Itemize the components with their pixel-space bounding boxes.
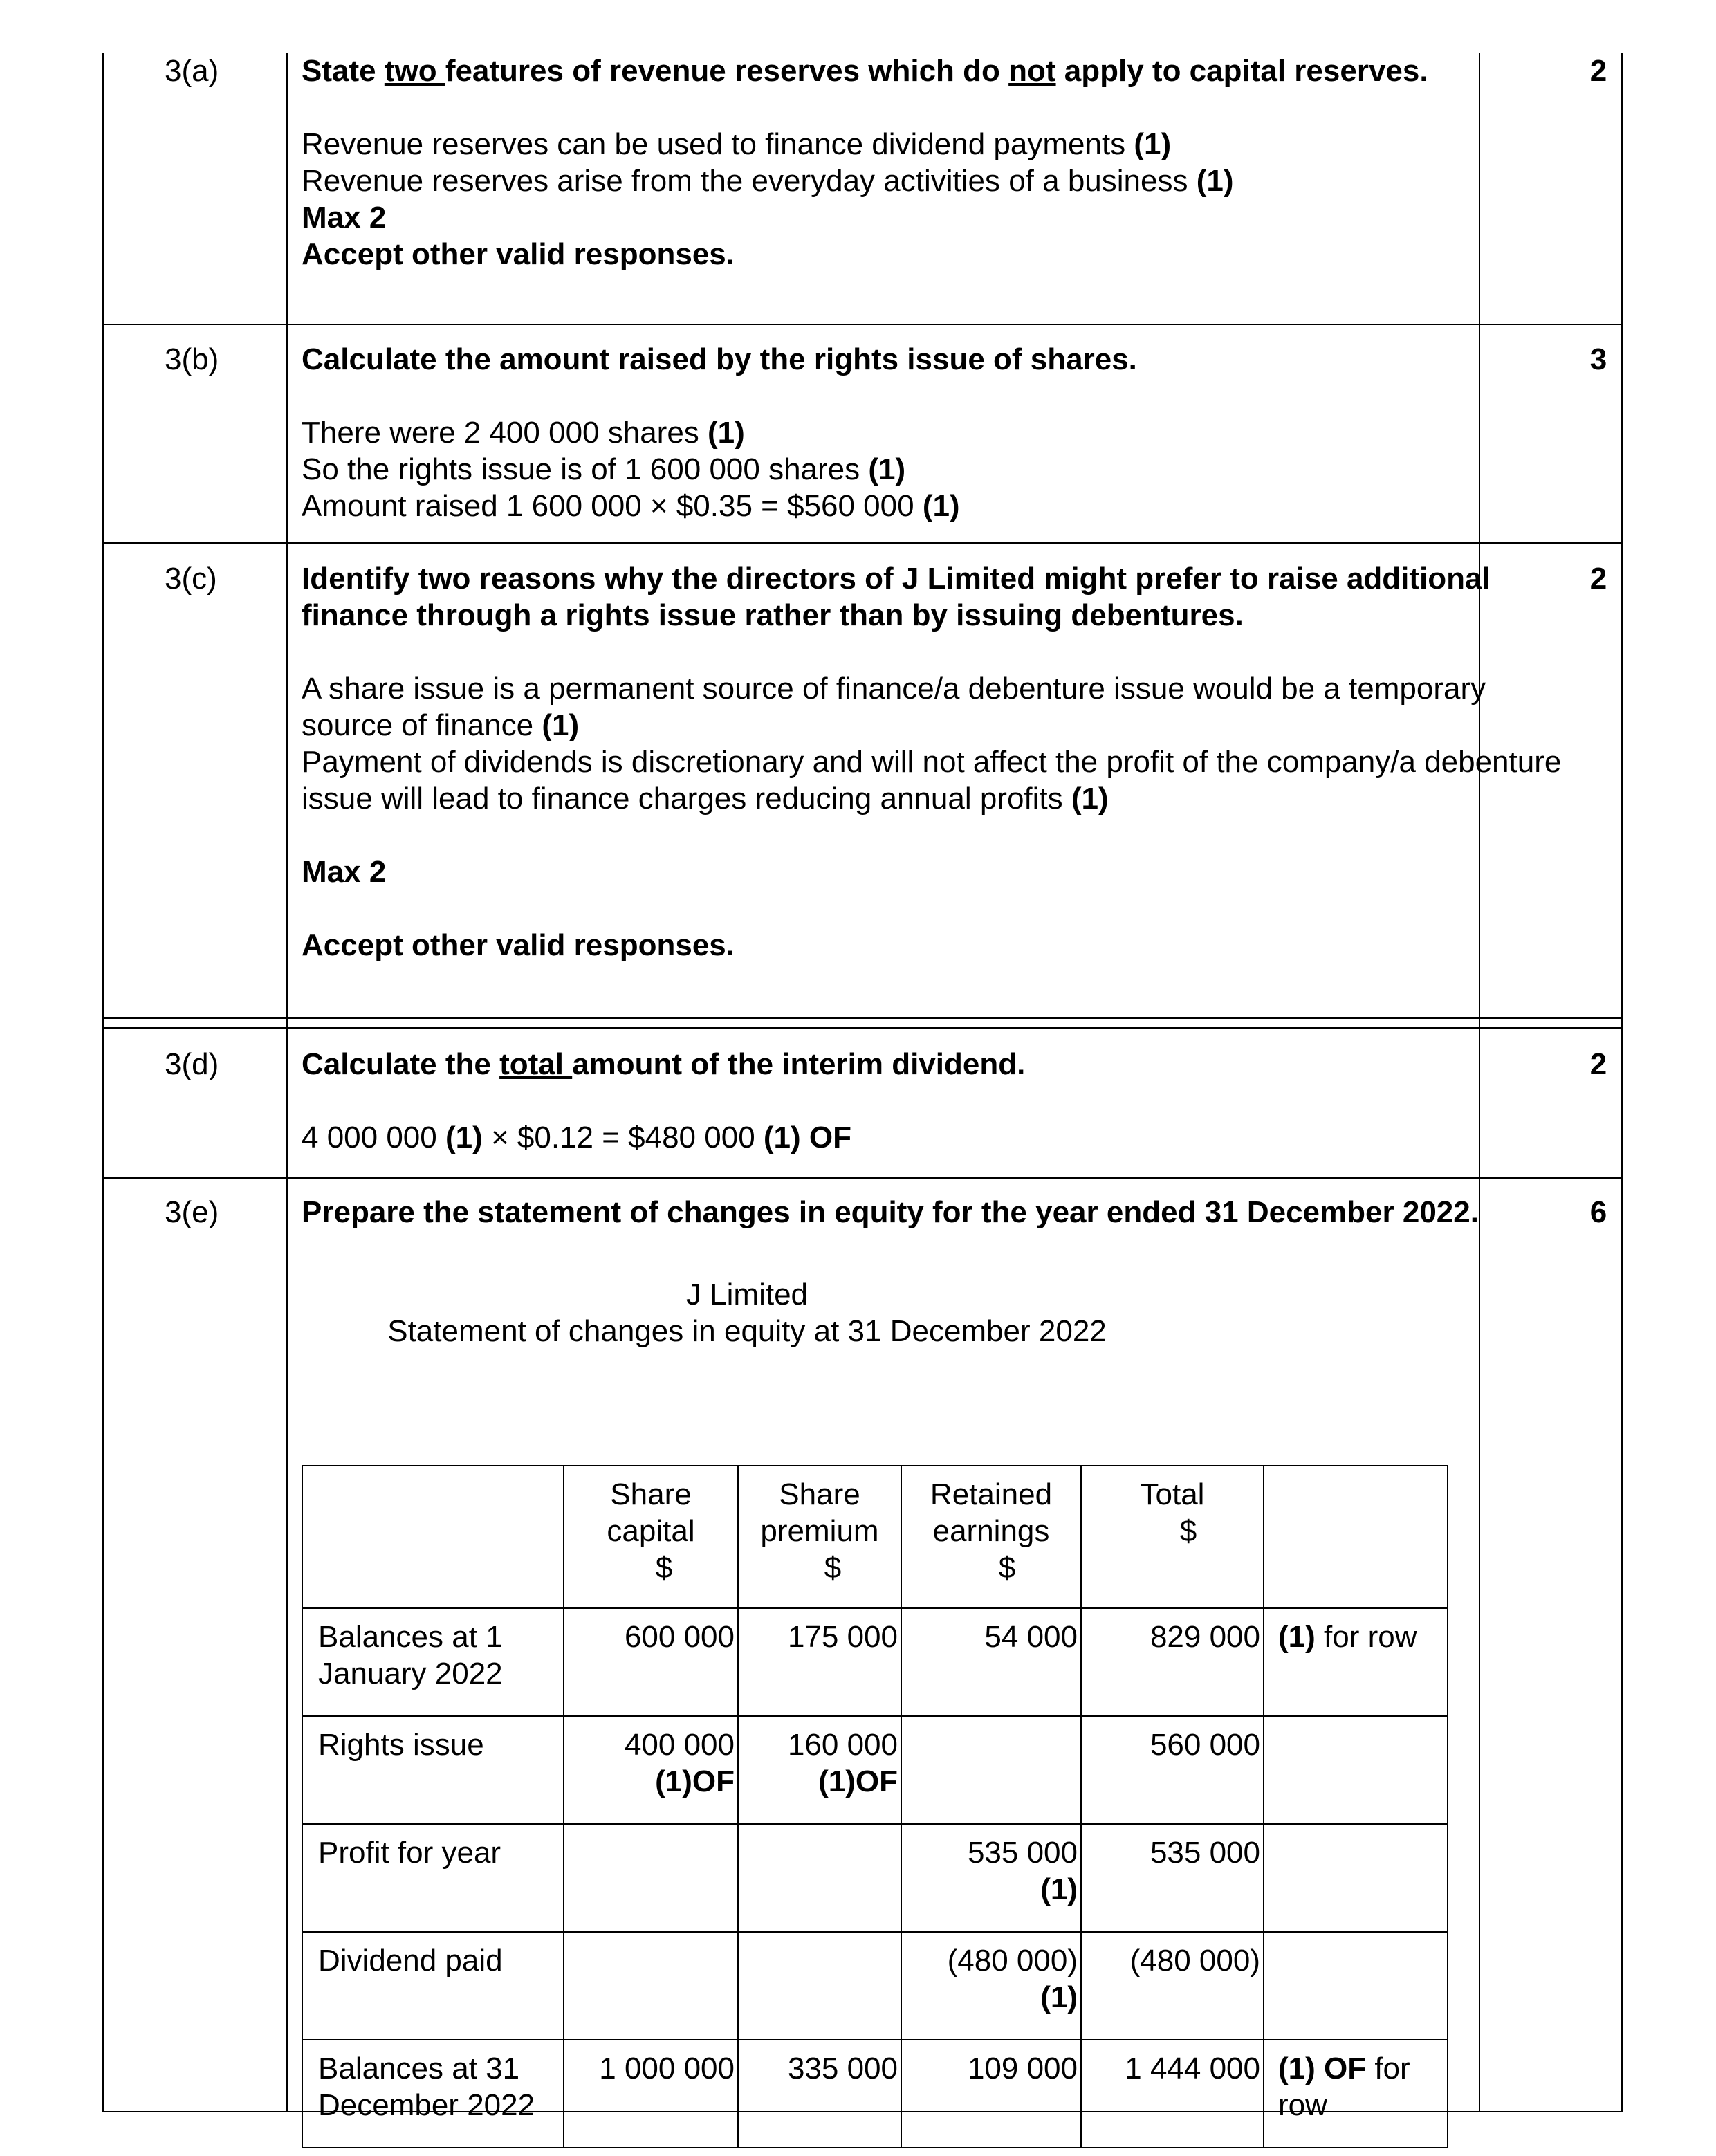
accept-note: Accept other valid responses. <box>302 928 735 962</box>
marks-3b: 3 <box>1589 342 1607 376</box>
row-mark-note <box>1264 1716 1448 1824</box>
header-share-capital: Share capital $ <box>564 1466 738 1608</box>
share-premium-cell <box>738 1824 901 1932</box>
answer-cell-3e <box>302 1194 1567 2122</box>
answer-line: Revenue reserves arise from the everyday activities of a business (1) <box>302 164 1234 198</box>
header-blank-cell <box>302 1466 564 1608</box>
share-premium-cell: 175 000 <box>738 1608 901 1716</box>
statement-title: Statement of changes in equity at 31 December 2022 <box>387 1314 1107 1348</box>
row-label: Dividend paid <box>302 1932 564 2040</box>
max-marks-note: Max 2 <box>302 855 387 889</box>
row-mark-note: (1) for row <box>1264 1608 1448 1716</box>
share-capital-cell: 600 000 <box>564 1608 738 1716</box>
row-divider-3d-3e <box>102 1177 1623 1179</box>
answer-line: There were 2 400 000 shares (1) <box>302 416 745 450</box>
marks-3c: 2 <box>1589 562 1607 596</box>
question-3d: Calculate the total amount of the interim dividend. <box>302 1047 1026 1081</box>
row-mark-note <box>1264 1824 1448 1932</box>
company-name: J Limited <box>685 1278 809 1311</box>
total-cell: (480 000) <box>1081 1932 1264 2040</box>
question-3e: Prepare the statement of changes in equity for the year ended 31 December 2022. <box>302 1195 1479 1229</box>
answer-cell-3c <box>302 560 1567 964</box>
question-3b: Calculate the amount raised by the rights issue of shares. <box>302 342 1137 376</box>
row-mark-note: (1) OF for row <box>1264 2040 1448 2148</box>
retained-earnings-cell <box>901 1716 1081 1824</box>
share-capital-cell <box>564 1824 738 1932</box>
table-row <box>302 1608 1448 1716</box>
share-capital-cell: 400 000 (1)OF <box>564 1716 738 1824</box>
statement-of-changes-in-equity-table <box>302 1465 1448 2148</box>
question-number-3d: 3(d) <box>165 1047 219 1081</box>
answer-cell-3d <box>302 1046 1567 1156</box>
question-number-3e: 3(e) <box>165 1195 219 1229</box>
header-marks-cell <box>1264 1466 1448 1608</box>
share-premium-cell: 335 000 <box>738 2040 901 2148</box>
marks-3d: 2 <box>1589 1047 1607 1081</box>
table-left-border <box>102 53 104 2112</box>
answer-line: Amount raised 1 600 000 × $0.35 = $560 000 (1) <box>302 489 960 523</box>
answer-cell-3a <box>302 53 1567 273</box>
table-row <box>302 1824 1448 1932</box>
header-total: Total $ <box>1081 1466 1264 1608</box>
share-capital-cell <box>564 1932 738 2040</box>
question-number-3c: 3(c) <box>165 562 217 596</box>
max-marks-note: Max 2 <box>302 201 387 234</box>
total-cell: 560 000 <box>1081 1716 1264 1824</box>
table-row <box>302 2040 1448 2148</box>
row-divider-3c-3d-upper <box>102 1017 1623 1019</box>
marks-3a: 2 <box>1589 54 1607 88</box>
share-premium-cell: 160 000 (1)OF <box>738 1716 901 1824</box>
answer-line: A share issue is a permanent source of finance/a debenture issue would be a temporary source of finance (1) <box>302 672 1486 742</box>
answer-line: Revenue reserves can be used to finance dividend payments (1) <box>302 127 1172 161</box>
question-number-3a: 3(a) <box>165 54 219 88</box>
question-3c: Identify two reasons why the directors of J Limited might prefer to raise additional finance through a rights issue rather than by issuing debentures. <box>302 562 1491 632</box>
question-3a: State two features of revenue reserves which do not apply to capital reserves. <box>302 54 1428 88</box>
row-label: Balances at 31 December 2022 <box>302 2040 564 2148</box>
header-retained-earnings: Retained earnings $ <box>901 1466 1081 1608</box>
answer-line: So the rights issue is of 1 600 000 shares (1) <box>302 452 906 486</box>
total-cell: 1 444 000 <box>1081 2040 1264 2148</box>
mark-scheme-table <box>102 53 1623 2122</box>
accept-note: Accept other valid responses. <box>302 237 735 271</box>
row-label: Rights issue <box>302 1716 564 1824</box>
answer-line: Payment of dividends is discretionary and will not affect the profit of the company/a debenture issue will lead to finance charges reducing annual profits (1) <box>302 745 1562 816</box>
row-mark-note <box>1264 1932 1448 2040</box>
table-row <box>302 1932 1448 2040</box>
total-cell: 535 000 <box>1081 1824 1264 1932</box>
table-row <box>302 1716 1448 1824</box>
retained-earnings-cell: (480 000) (1) <box>901 1932 1081 2040</box>
answer-line: 4 000 000 (1) × $0.12 = $480 000 (1) OF <box>302 1121 851 1154</box>
retained-earnings-cell: 535 000 (1) <box>901 1824 1081 1932</box>
row-label: Profit for year <box>302 1824 564 1932</box>
row-divider-3a-3b <box>102 324 1623 325</box>
header-share-premium: Share premium $ <box>738 1466 901 1608</box>
answer-cell-3b <box>302 341 1567 524</box>
share-premium-cell <box>738 1932 901 2040</box>
total-cell: 829 000 <box>1081 1608 1264 1716</box>
table-header-row <box>302 1466 1448 1608</box>
question-number-3b: 3(b) <box>165 342 219 376</box>
marks-3e: 6 <box>1589 1195 1607 1229</box>
retained-earnings-cell: 54 000 <box>901 1608 1081 1716</box>
row-label: Balances at 1 January 2022 <box>302 1608 564 1716</box>
row-divider-3c-3d-lower <box>102 1027 1623 1029</box>
share-capital-cell: 1 000 000 <box>564 2040 738 2148</box>
retained-earnings-cell: 109 000 <box>901 2040 1081 2148</box>
row-divider-3b-3c <box>102 542 1623 544</box>
